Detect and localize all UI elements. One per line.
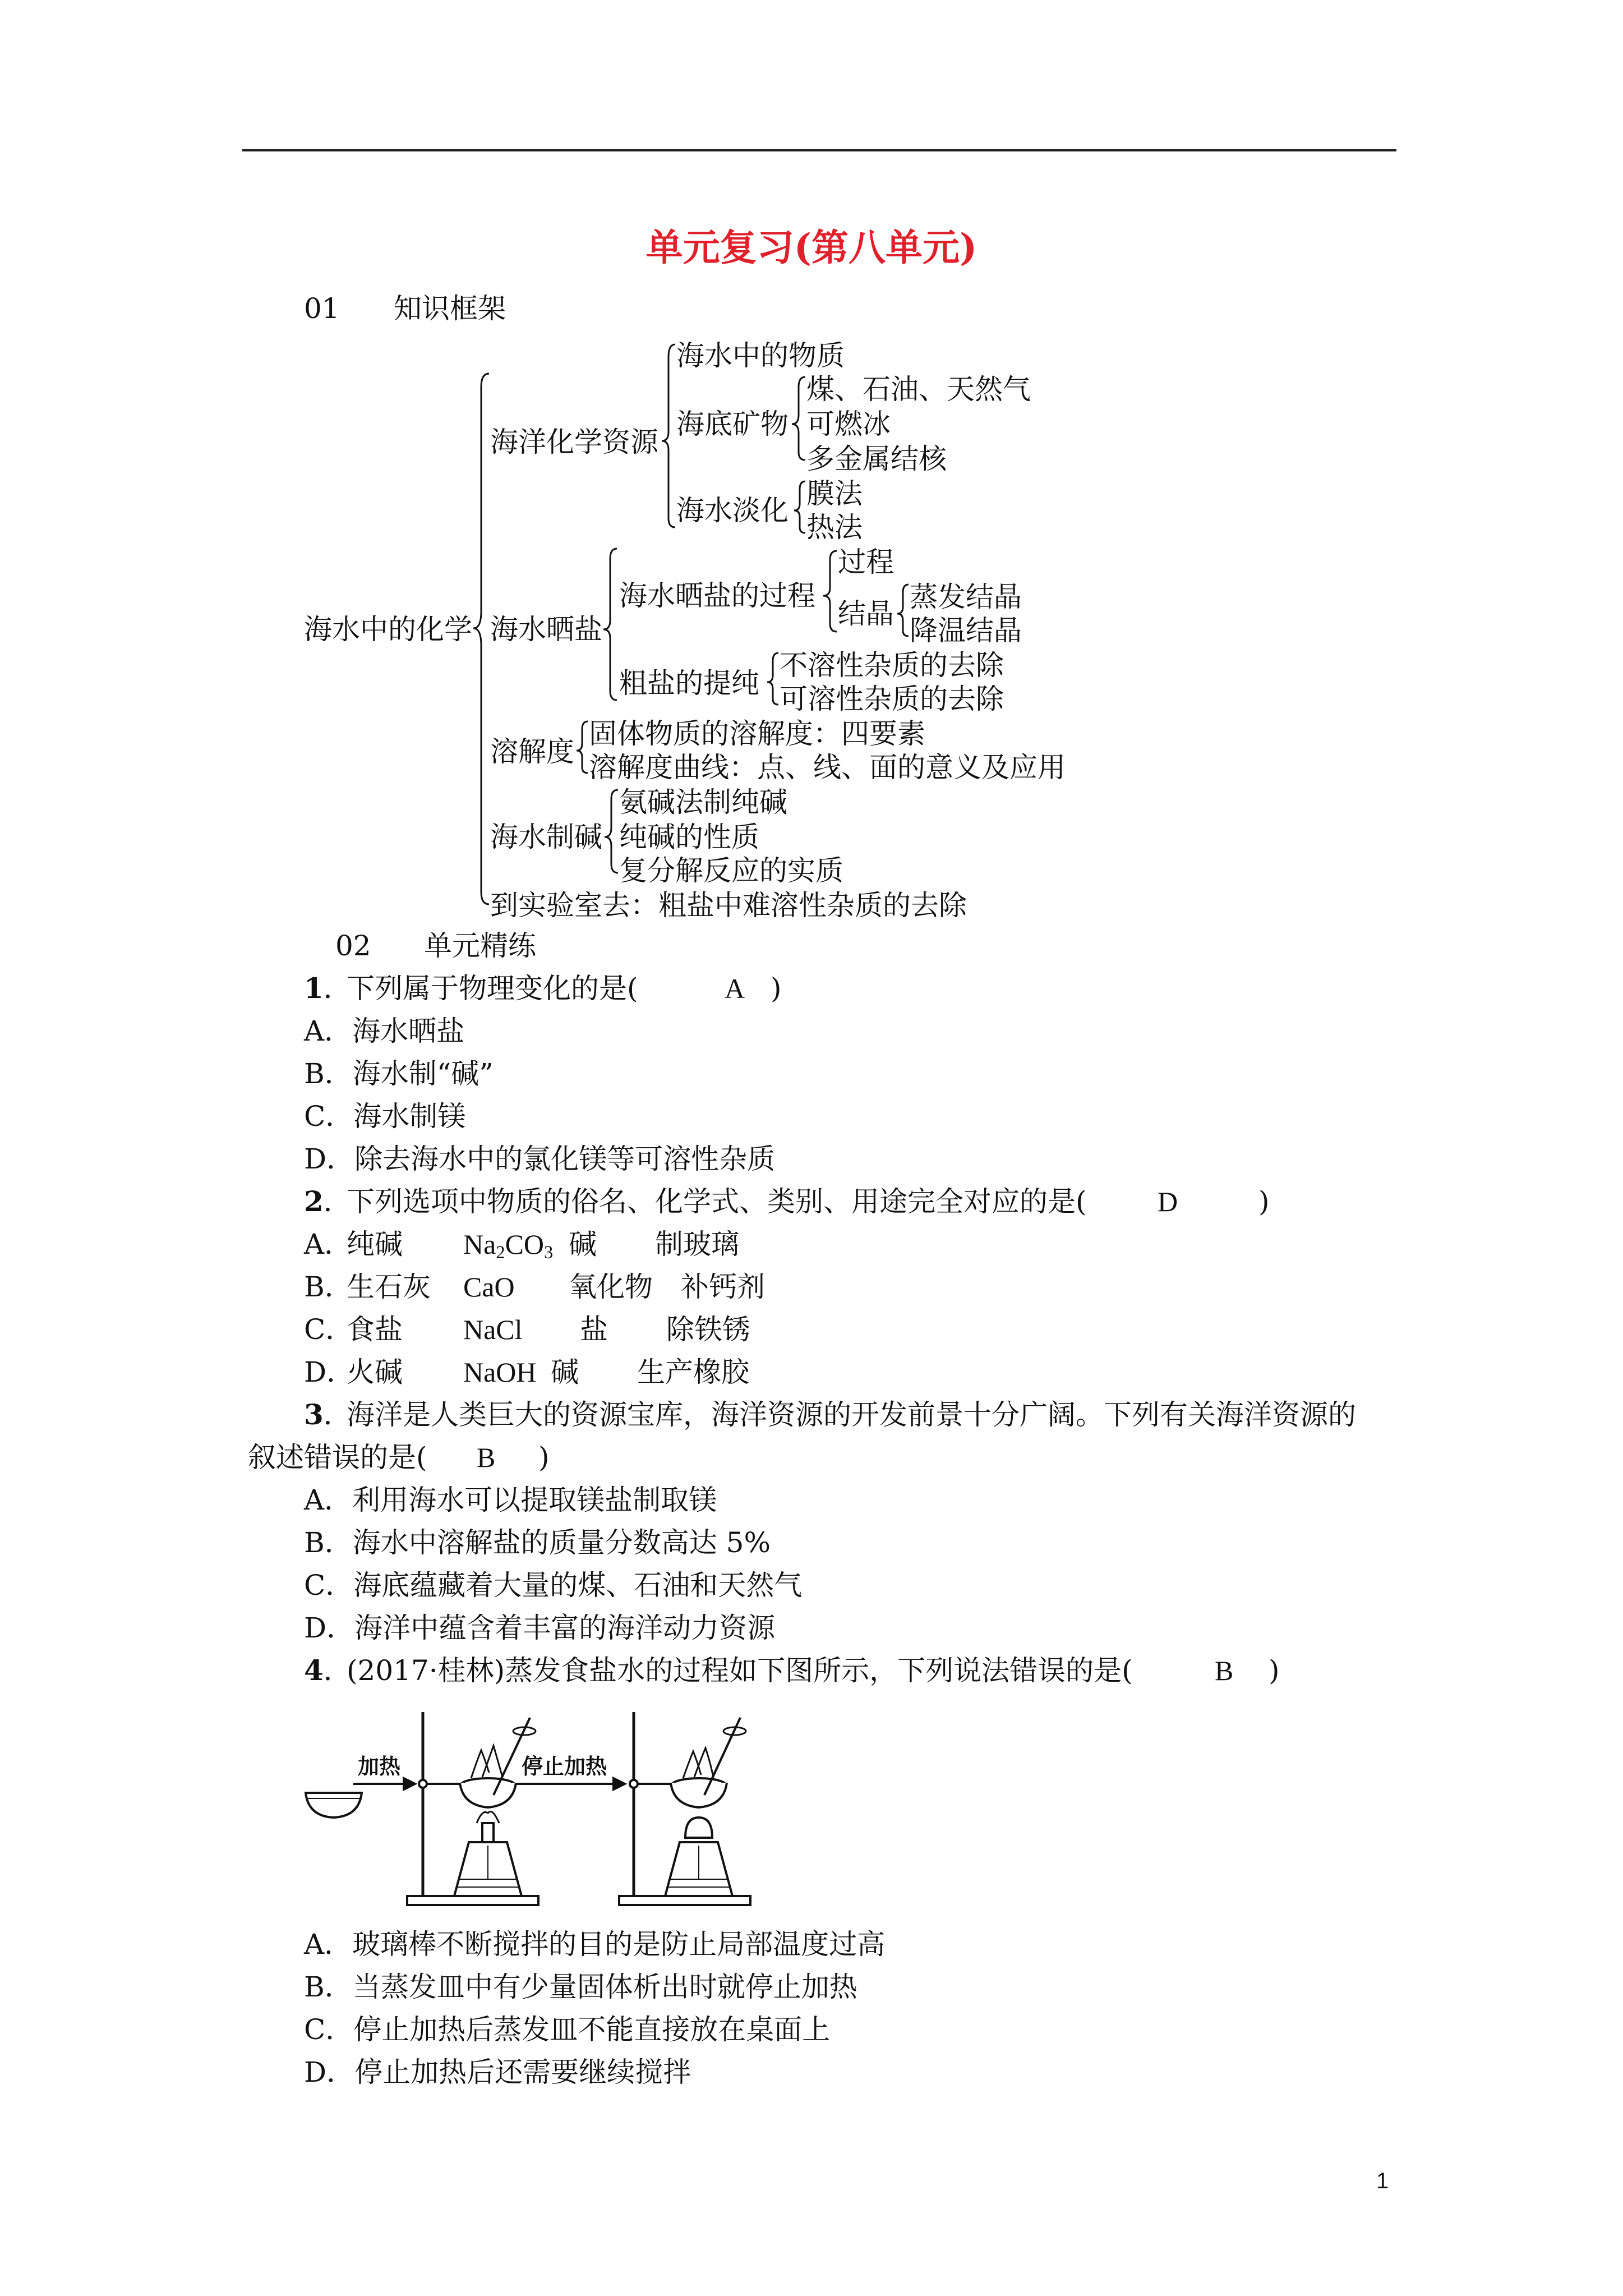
option-use: 补钙剂 (681, 1271, 765, 1303)
framework-node: 海底矿物 (676, 408, 789, 440)
figure-label-stop-heat: 停止加热 (522, 1754, 607, 1779)
question-4-option: B．当蒸发皿中有少量固体析出时就停止加热 (304, 1971, 857, 2003)
question-4-answer: B (1215, 1655, 1234, 1686)
question-3-stem: 海洋是人类巨大的资源宝库，海洋资源的开发前景十分广阔。下列有关海洋资源的 (347, 1398, 1356, 1431)
question-4-option: D．停止加热后还需要继续搅拌 (304, 2056, 691, 2088)
residual-flame-2 (683, 1748, 713, 1778)
framework-branch: 海水晒盐 (490, 613, 602, 646)
option-letter: B． (304, 1271, 353, 1303)
question-1-option: C．海水制镁 (304, 1100, 466, 1133)
question-3-option: B．海水中溶解盐的质量分数高达 5% (304, 1526, 771, 1559)
framework-leaf: 膜法 (806, 477, 863, 510)
alcohol-lamp-2-capped (665, 1818, 732, 1896)
framework-node: 海水晒盐的过程 (619, 579, 815, 612)
option-formula: NaCl (463, 1314, 523, 1345)
option-letter: D． (304, 1356, 355, 1388)
question-3-option: C．海底蕴藏着大量的煤、石油和天然气 (304, 1569, 803, 1602)
section-number: 01 (304, 292, 340, 325)
option-formula: CaO (463, 1271, 515, 1303)
page-number: 1 (1376, 2169, 1389, 2193)
framework-branch: 到实验室去：粗盐中难溶性杂质的去除 (490, 889, 967, 922)
framework-leaf: 复分解反应的实质 (619, 854, 843, 887)
option-type: 碱 (569, 1228, 597, 1260)
option-type: 盐 (580, 1313, 608, 1346)
question-1-number: 1． (304, 972, 352, 1005)
framework-leaf: 煤、石油、天然气 (806, 373, 1031, 406)
question-3-option: D．海洋中蕴含着丰富的海洋动力资源 (304, 1612, 776, 1644)
question-4-close: ) (1269, 1654, 1280, 1687)
question-1-stem: 下列属于物理变化的是( (347, 972, 638, 1005)
framework-leaf: 不溶性杂质的去除 (780, 649, 1004, 682)
framework-leaf: 热法 (806, 511, 863, 544)
section-heading: 知识框架 (394, 292, 506, 325)
option-formula: NaOH (463, 1356, 537, 1388)
question-1-option: B．海水制“碱” (304, 1057, 494, 1090)
question-4-option: A．玻璃棒不断搅拌的目的是防止局部温度过高 (304, 1928, 886, 1961)
framework-node: 粗盐的提纯 (619, 667, 759, 700)
question-4-number: 4． (304, 1654, 352, 1687)
option-type: 氧化物 (569, 1271, 653, 1303)
framework-node: 结晶 (838, 597, 894, 630)
question-1-option: A．海水晒盐 (304, 1015, 465, 1047)
question-1-answer: A (725, 973, 745, 1004)
question-3-close: ) (538, 1441, 550, 1474)
framework-node: 海水中的物质 (676, 339, 845, 372)
option-name: 纯碱 (347, 1228, 403, 1260)
framework-node: 海水淡化 (676, 494, 789, 527)
framework-leaf: 氨碱法制纯碱 (619, 786, 787, 818)
framework-leaf: 过程 (838, 546, 894, 578)
framework-branch: 海洋化学资源 (490, 426, 658, 458)
question-1-close: ) (771, 972, 782, 1005)
framework-leaf: 可溶性杂质的去除 (780, 683, 1004, 715)
question-2-close: ) (1258, 1185, 1270, 1218)
figure-label-heat: 加热 (358, 1754, 401, 1779)
evaporating-dish (306, 1793, 362, 1818)
question-2-stem: 下列选项中物质的俗名、化学式、类别、用途完全对应的是( (347, 1185, 1087, 1218)
question-4-stem: (2017·桂林)蒸发食盐水的过程如下图所示，下列说法错误的是( (347, 1654, 1133, 1687)
option-use: 制玻璃 (655, 1228, 739, 1260)
question-1-option: D．除去海水中的氯化镁等可溶性杂质 (304, 1143, 776, 1175)
question-2-number: 2． (304, 1185, 352, 1218)
framework-root: 海水中的化学 (304, 613, 472, 646)
question-4-option: C．停止加热后蒸发皿不能直接放在桌面上 (304, 2013, 831, 2046)
framework-leaf: 降温结晶 (910, 614, 1022, 647)
option-name: 火碱 (347, 1356, 403, 1388)
option-name: 生石灰 (347, 1271, 431, 1303)
framework-leaf: 溶解度曲线：点、线、面的意义及应用 (589, 751, 1066, 784)
option-letter: C． (304, 1313, 354, 1346)
section-heading: 单元精练 (424, 930, 536, 962)
question-3-answer: B (477, 1442, 496, 1473)
framework-leaf: 蒸发结晶 (910, 581, 1022, 613)
question-3-stem-cont: 叙述错误的是( (248, 1441, 427, 1474)
framework-leaf: 可燃冰 (806, 408, 891, 440)
alcohol-lamp-1 (454, 1823, 522, 1896)
option-use: 除铁锈 (666, 1313, 750, 1346)
option-type: 碱 (551, 1356, 579, 1388)
question-3-option: A．利用海水可以提取镁盐制取镁 (304, 1484, 717, 1516)
framework-leaf: 纯碱的性质 (619, 821, 759, 853)
framework-leaf: 多金属结核 (806, 443, 947, 475)
option-formula: $Na_2CO_3$ (463, 1228, 554, 1263)
section-number: 02 (335, 930, 371, 962)
question-3-number: 3． (304, 1398, 352, 1431)
evaporating-dish-2 (671, 1783, 727, 1807)
framework-leaf: 固体物质的溶解度：四要素 (589, 717, 925, 750)
framework-branch: 海水制碱 (490, 821, 602, 853)
page-title: 单元复习(第八单元) (645, 226, 978, 269)
option-letter: A． (304, 1228, 353, 1260)
option-name: 食盐 (347, 1313, 403, 1346)
question-2-answer: D (1158, 1186, 1178, 1217)
evaporating-dish-1 (460, 1783, 516, 1807)
option-use: 生产橡胶 (637, 1356, 749, 1388)
framework-branch: 溶解度 (490, 735, 574, 768)
